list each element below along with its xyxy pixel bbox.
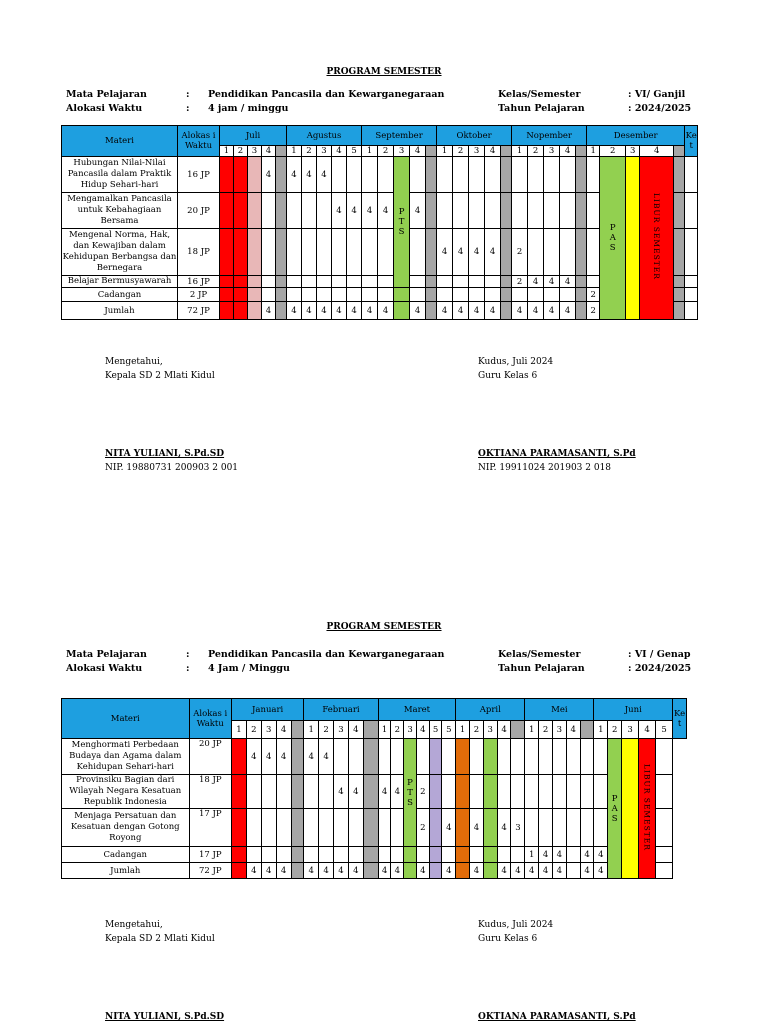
table-row: Cadangan 17 JP 1 4 4 4 4 (62, 847, 687, 863)
month-header: Maret (378, 699, 456, 721)
month-header: Januari (232, 699, 304, 721)
week-row: 1 2 3 4 1 2 3 4 5 1 2 3 4 1 2 3 4 1 2 3 4 1 2 3 4 (62, 146, 698, 157)
table-row: Mengamalkan Pancasila untuk Kebahagiaan Bersama 20 JP 4 4 4 4 4 (62, 193, 698, 229)
table-row: Cadangan 2 JP 2 (62, 288, 698, 302)
table-row: Menghormati Perbedaan Budaya dan Agama dalam Kehidupan Sehari-hari 20 JP 4 4 4 4 4 P T S P A S LIBUR SEMESTER (62, 739, 687, 775)
header-info: Mata Pelajaran : Pendidikan Pancasila dan Kewarganegaraan Kelas/Semester : VI/ Ganjil Alokasi Waktu : 4 jam / minggu Tahun Pelajaran : 2024/2025 (66, 89, 692, 114)
kelas-label: Kelas/Semester (498, 89, 581, 100)
kelas-value: : VI/ Ganjil (628, 89, 686, 100)
header-ket: Ke t (685, 126, 698, 157)
pas-cell: P A S (608, 739, 622, 879)
libur-cell: LIBUR SEMESTER (639, 739, 656, 879)
headmaster-name: NITA YULIANI, S.Pd.SD (105, 1012, 225, 1022)
month-header: Juni (594, 699, 673, 721)
teacher-name: OKTIANA PARAMASANTI, S.Pd (478, 449, 636, 459)
page-title: PROGRAM SEMESTER (326, 67, 442, 77)
table-row: Hubungan Nilai-Nilai Pancasila dalam Praktik Hidup Sehari-hari 16 JP 4 4 4 4 P T S P A S LIBUR SEMESTER (62, 157, 698, 193)
alokasi-label: Alokasi Waktu (66, 103, 143, 114)
signature-right: Kudus, Juli 2024 Guru Kelas 6 OKTIANA PARAMASANTI, S.Pd NIP. 19911024 201903 2 018 (478, 357, 636, 473)
table-row: Belajar Bermusyawarah 16 JP 2 4 4 4 (62, 276, 698, 288)
tahun-label: Tahun Pelajaran (498, 103, 585, 114)
page-title: PROGRAM SEMESTER (326, 622, 442, 632)
signature-right: Kudus, Juli 2024 Guru Kelas 6 OKTIANA PARAMASANTI, S.Pd (478, 920, 636, 1022)
week-row: 1 2 3 4 1 2 3 4 1 2 3 4 5 5 1 2 3 4 1 2 3 4 1 2 3 4 5 (62, 721, 687, 739)
semester-table: Materi Alokas i Waktu Januari Februari Maret April Mei Juni Ke t 1 2 3 4 1 2 3 4 1 2 3 4 5 5 1 2 3 4 1 2 3 4 1 2 3 4 5 Menghormati Perbedaan Budaya dan Agama dalam Kehidupan Sehari-hari 20 JP 4 4 4 4 4 P T S P A S LIBUR SEMESTER Provinsiku Bagian dari Wilayah Negara Kesatuan Republik Indonesia 18 JP 4 4 4 4 2 Menjaga Persatuan dan Kesatuan dengan Gotong Royong 17 JP 2 4 4 4 3 Cadangan 17 JP 1 4 4 4 4 Jumlah 72 JP 4 4 4 4 4 4 4 4 4 4 4 4 4 4 4 4 4 4 4 (61, 698, 687, 879)
month-header: Oktober (437, 126, 512, 146)
mapel-value: Pendidikan Pancasila dan Kewarganegaraan (208, 89, 445, 100)
month-header: Agustus (287, 126, 362, 146)
table-row: Jumlah 72 JP 4 4 4 4 4 4 4 4 4 4 4 4 4 4 4 4 4 2 (62, 302, 698, 320)
month-header: Nopember (512, 126, 587, 146)
table-row: Provinsiku Bagian dari Wilayah Negara Kesatuan Republik Indonesia 18 JP 4 4 4 4 2 (62, 775, 687, 809)
table-row: Jumlah 72 JP 4 4 4 4 4 4 4 4 4 4 4 4 4 4 4 4 4 4 4 (62, 863, 687, 879)
signature-left: Mengetahui, Kepala SD 2 Mlati Kidul NITA YULIANI, S.Pd.SD NIP. 19880731 200903 2 001 (105, 357, 239, 473)
pts-cell: P T S (404, 739, 417, 847)
alokasi-value: 4 jam / minggu (208, 103, 289, 114)
semester-table (61, 125, 698, 320)
table-row: Menjaga Persatuan dan Kesatuan dengan Gotong Royong 17 JP 2 4 4 4 3 (62, 809, 687, 847)
month-header: September (362, 126, 437, 146)
header-alokasi: Alokas i Waktu (178, 126, 220, 157)
teacher-name: OKTIANA PARAMASANTI, S.Pd (478, 1012, 636, 1022)
month-header: April (456, 699, 525, 721)
table-row: Mengenal Norma, Hak, dan Kewajiban dalam Kehidupan Berbangsa dan Bernegara 18 JP 4 4 4 4 2 (62, 229, 698, 276)
teacher-nip: NIP. 19911024 201903 2 018 (478, 463, 612, 473)
header-materi: Materi (62, 126, 178, 157)
pts-cell: P T S (394, 157, 410, 288)
header-info: Mata Pelajaran : Pendidikan Pancasila dan Kewarganegaraan Kelas/Semester : VI / Genap Alokasi Waktu : 4 Jam / Minggu Tahun Pelajaran : 2024/2025 (66, 649, 692, 674)
month-header: Februari (304, 699, 378, 721)
libur-cell: LIBUR SEMESTER (640, 157, 674, 320)
month-header: Desember (587, 126, 685, 146)
tahun-value: : 2024/2025 (628, 103, 692, 114)
signature-left: Mengetahui, Kepala SD 2 Mlati Kidul NITA YULIANI, S.Pd.SD (105, 920, 225, 1022)
month-header: Mei (525, 699, 594, 721)
headmaster-name: NITA YULIANI, S.Pd.SD (105, 449, 225, 459)
headmaster-nip: NIP. 19880731 200903 2 001 (105, 463, 239, 473)
pas-cell: P A S (600, 157, 626, 320)
month-header: Juli (220, 126, 287, 146)
mapel-label: Mata Pelajaran (66, 89, 147, 100)
